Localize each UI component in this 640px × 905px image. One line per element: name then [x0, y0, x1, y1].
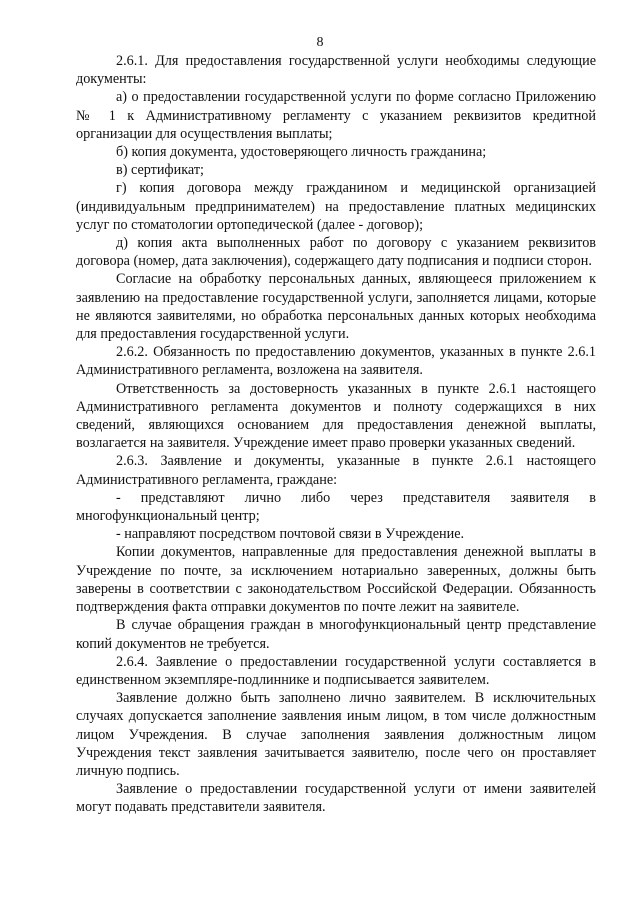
paragraph-item-a: а) о предоставлении государственной услуги по форме согласно Приложению № 1 к Административному регламенту с указанием реквизитов кредитной организации для осуществления выплаты;: [76, 89, 596, 142]
paragraph-2-6-3: 2.6.3. Заявление и документы, указанные в пункте 2.6.1 настоящего Административного регламента, граждане:: [76, 453, 596, 488]
paragraph-item-v: в) сертификат;: [116, 162, 204, 179]
document-body: [76, 52, 596, 817]
page-number: 8: [316, 35, 324, 50]
paragraph-item-d: д) копия акта выполненных работ по договору с указанием реквизитов договора (номер, дата заключения), содержащего дату подписания и подписи сторон.: [76, 235, 596, 270]
paragraph-2-6-4: 2.6.4. Заявление о предоставлении государственной услуги составляется в единственном экземпляре-подлиннике и подписывается заявителем.: [76, 653, 596, 688]
paragraph-submit-in-person: - представляют лично либо через представителя заявителя в многофункциональный центр;: [76, 489, 596, 525]
paragraph-2-6-2: 2.6.2. Обязанность по предоставлению документов, указанных в пункте 2.6.1 Административного регламента, возложена на заявителя.: [76, 344, 596, 379]
paragraph-responsibility: Ответственность за достоверность указанных в пункте 2.6.1 настоящего Административного регламента документов и полноту содержащихся в них сведений, являющихся основанием для предоставления денежной выплаты, возлагается на заявителя. Учреждение имеет право проверки указанных сведений.: [76, 380, 596, 452]
paragraph-representatives: Заявление о предоставлении государственной услуги от имени заявителей могут подавать представители заявителя.: [76, 781, 596, 816]
paragraph-copies: Копии документов, направленные для предоставления денежной выплаты в Учреждение по почте, за исключением нотариально заверенных, должны быть заверены в соответствии с законодательством Российской Федерации. Обязанность подтверждения факта отправки документов по почте лежит на заявителе.: [76, 544, 596, 616]
paragraph-mfc: В случае обращения граждан в многофункциональный центр представление копий документов не требуется.: [76, 617, 596, 652]
paragraph-fill-in: Заявление должно быть заполнено лично заявителем. В исключительных случаях допускается заполнение заявления иным лицом, в том числе должностным лицом Учреждения. В случае заполнения заявления должностным лицом Учреждения текст заявления зачитывается заявителю, после чего он проставляет личную подпись.: [76, 690, 596, 779]
paragraph-item-g: г) копия договора между гражданином и медицинской организацией (индивидуальным предпринимателем) на предоставление платных медицинских услуг по стоматологии ортопедической (далее - договор);: [76, 180, 596, 233]
paragraph-submit-by-post: - направляют посредством почтовой связи в Учреждение.: [116, 526, 465, 543]
paragraph-item-b: б) копия документа, удостоверяющего личность гражданина;: [116, 144, 487, 161]
paragraph-consent: Согласие на обработку персональных данных, являющееся приложением к заявлению на предоставление государственной услуги, заполняется лицами, которые не являются заявителями, но обработка персональных данных которых необходима для предоставления государственной услуги.: [76, 271, 596, 343]
paragraph-2-6-1: 2.6.1. Для предоставления государственной услуги необходимы следующие документы:: [76, 53, 596, 88]
